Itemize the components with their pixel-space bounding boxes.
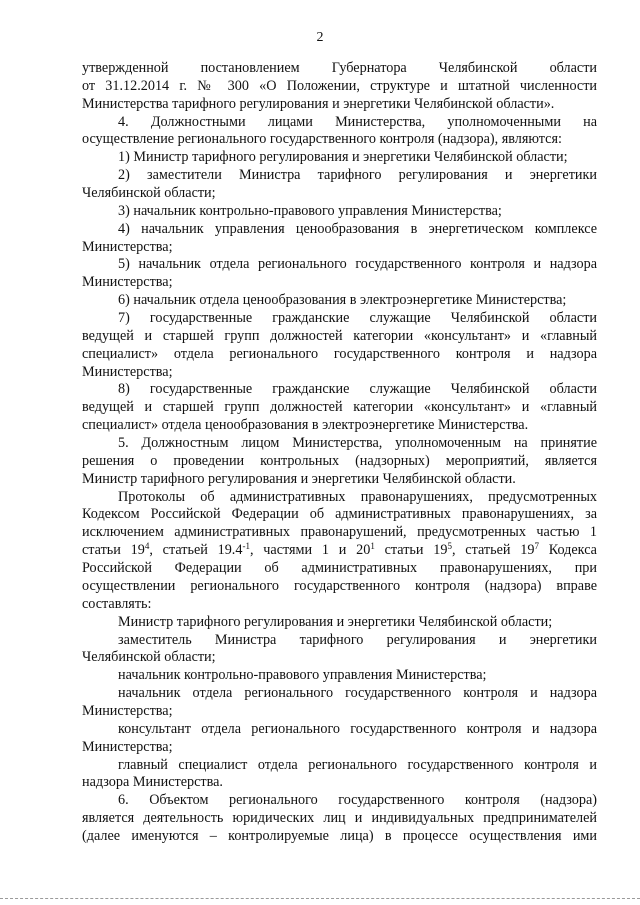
text-fragment: статьи 19 (82, 542, 145, 559)
text-line: Министерства; (82, 274, 173, 291)
text-line: от 31.12.2014 г. № 300 «О Положении, структуре и штатной численности (82, 77, 597, 94)
text-line: Челябинской области; (82, 649, 216, 666)
text-line: 4) начальник управления ценообразования в энергетическом комплексе (118, 220, 597, 237)
text-fragment: статьи 19 (374, 542, 448, 559)
text-line: начальник контрольно-правового управления Министерства; (118, 667, 487, 684)
text-line: Министерства; (82, 363, 173, 380)
text-line: 8) государственные гражданские служащие Челябинской области (118, 381, 597, 398)
text-line: Челябинской области; (82, 185, 216, 202)
scan-edge-line (0, 898, 640, 899)
text-line: 3) начальник контрольно-правового управления Министерства; (118, 202, 502, 219)
text-line: (далее именуются – контролируемые лица) в процессе осуществления ими (82, 827, 597, 844)
text-line: ведущей и старшей групп должностей категории «консультант» и «главный (82, 399, 597, 416)
superscript: -1 (242, 542, 250, 552)
text-line: осуществлении регионального государственного контроля (надзора) вправе (82, 577, 597, 594)
superscript: 7 (534, 542, 539, 552)
text-line: надзора Министерства. (82, 774, 223, 791)
text-line: Кодексом Российской Федерации об административных правонарушениях, за (82, 506, 597, 523)
text-line: Протоколы об административных правонарушениях, предусмотренных (118, 488, 597, 505)
text-line: является деятельность юридических лиц и индивидуальных предпринимателей (82, 810, 597, 827)
text-line: 5. Должностным лицом Министерства, уполномоченным на принятие (118, 435, 597, 452)
text-line: Министерства; (82, 738, 173, 755)
text-line: Российской Федерации об административных правонарушениях, при (82, 560, 597, 577)
superscript: 5 (447, 542, 452, 552)
text-line: исключением административных правонарушений, предусмотренных частью 1 (82, 524, 597, 541)
superscript: 4 (144, 542, 150, 552)
text-line: утвержденной постановлением Губернатора Челябинской области (82, 60, 597, 76)
text-line: составлять: (82, 595, 152, 612)
text-line: 2) заместители Министра тарифного регулирования и энергетики (118, 167, 597, 184)
text-fragment: Кодекса (538, 542, 597, 559)
text-line: Министерства; (82, 238, 173, 255)
text-line: заместитель Министра тарифного регулирования и энергетики (118, 631, 597, 648)
text-line: Министерства; (82, 702, 173, 719)
text-line: специалист» отдела регионального государственного контроля и надзора (82, 345, 597, 362)
text-line (82, 542, 597, 560)
text-line: 4. Должностными лицами Министерства, уполномоченными на (118, 113, 597, 130)
text-fragment: , статьей 19.4 (149, 542, 243, 559)
superscript: 1 (370, 542, 375, 552)
text-line: Министр тарифного регулирования и энергетики Челябинской области; (118, 613, 553, 630)
text-line: ведущей и старшей групп должностей категории «консультант» и «главный (82, 327, 597, 344)
text-line: 5) начальник отдела регионального государственного контроля и надзора (118, 256, 597, 273)
text-line: осуществление регионального государственного контроля (надзора), являются: (82, 131, 562, 148)
text-fragment: , статьей 19 (451, 542, 535, 559)
text-line: 1) Министр тарифного регулирования и энергетики Челябинской области; (118, 149, 568, 166)
text-line: специалист» отдела ценообразования в электроэнергетике Министерства. (82, 417, 529, 434)
text-line: главный специалист отдела регионального государственного контроля и (118, 756, 597, 773)
text-line: начальник отдела регионального государственного контроля и надзора (118, 685, 597, 702)
text-fragment: , частями 1 и 20 (249, 542, 371, 559)
document-body (82, 60, 597, 846)
text-line: Министерства тарифного регулирования и энергетики Челябинской области». (82, 95, 555, 112)
text-line: консультант отдела регионального государственного контроля и надзора (118, 720, 597, 737)
text-line: 6) начальник отдела ценообразования в электроэнергетике Министерства; (118, 292, 567, 309)
page-number: 2 (316, 30, 324, 45)
text-line: 7) государственные гражданские служащие Челябинской области (118, 310, 597, 327)
text-line: 6. Объектом регионального государственного контроля (надзора) (118, 792, 597, 809)
text-line: Министр тарифного регулирования и энергетики Челябинской области. (82, 470, 516, 487)
text-line: решения о проведении контрольных (надзорных) мероприятий, является (82, 452, 597, 469)
